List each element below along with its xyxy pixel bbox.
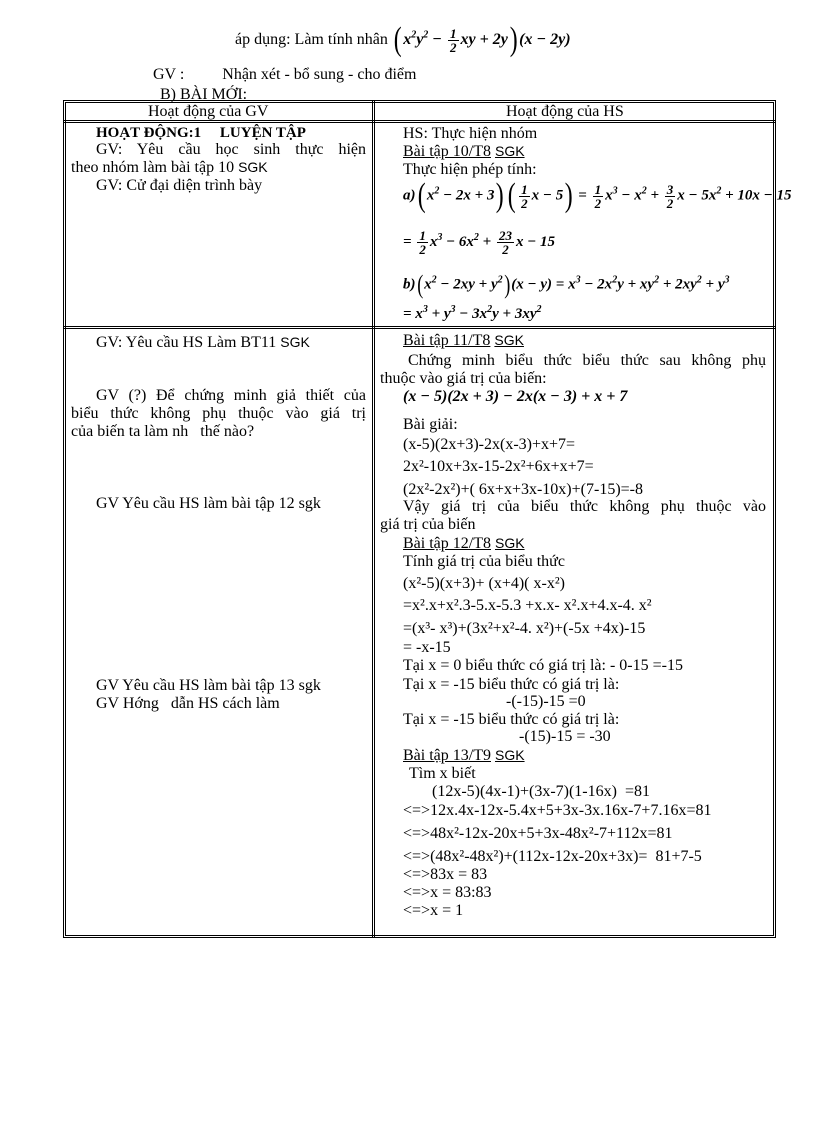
gv-req11: GV: Yêu cầu HS Làm BT11 SGK (96, 334, 310, 351)
ex11-concl1: Vậy giá trị của biểu thức không phụ thuộc vào (403, 498, 766, 515)
gv-request-line2: theo nhóm làm bài tập 10 SGK (71, 159, 268, 176)
ex10b-result: = $x^3 + y^3 - 3x^2y + 3xy^2$ (403, 304, 542, 322)
ex11-line1: Chứng minh biểu thức biểu thức sau không phụ (408, 352, 766, 369)
gv-question-line1: GV (?) Để chứng minh giả thiết của (96, 387, 366, 404)
row-divider (63, 326, 776, 329)
ex11-solution-label: Bài giải: (403, 416, 458, 433)
ex13-title: Bài tập 13/T9 SGK (403, 747, 525, 764)
gv-req13: GV Yêu cầu HS làm bài tập 13 sgk (96, 677, 321, 694)
ex12-e9: -(15)-15 = -30 (519, 728, 611, 745)
gv-question-line3: của biến ta làm nh thế nào? (71, 423, 255, 440)
ex13-e3: <=>12x.4x-12x-5.4x+5+3x-3x.16x-7+7.16x=81 (403, 802, 712, 819)
ex12-title: Bài tập 12/T8 SGK (403, 535, 525, 552)
ex11-sol1: (x-5)(2x+3)-2x(x-3)+x+7= (403, 436, 576, 453)
ex10a-result: = $\frac{1}{2}$ $x^3 - 6x^2$ + $\frac{23}{2}$ x − 15 (403, 228, 556, 257)
ex11-sol3: (2x²-2x²)+( 6x+x+3x-10x)+(7-15)=-8 (403, 481, 643, 498)
column-divider (372, 100, 375, 938)
gv-question-line2: biểu thức không phụ thuộc vào giá trị (71, 405, 366, 422)
ex12-e5: Tại x = 0 biểu thức có giá trị là: - 0-15 =-15 (403, 657, 683, 674)
ex13-e1: Tìm x biết (409, 765, 476, 782)
ex11-title: Bài tập 11/T8 SGK (403, 332, 524, 349)
ex12-e7: -(-15)-15 =0 (506, 693, 586, 710)
gv-guide: GV Hớng dẫn HS cách làm (96, 695, 280, 712)
ex12-e4: = -x-15 (403, 639, 451, 656)
gv-request-line1: GV: Yêu cầu học sinh thực hiện (96, 141, 366, 158)
ex13-e6: <=>83x = 83 (403, 866, 488, 883)
hs-group: HS: Thực hiện nhóm (403, 125, 538, 142)
header-hs: Hoạt động của HS (506, 103, 624, 120)
ex11-concl2: giá trị của biến (380, 516, 476, 533)
gv-present: GV: Cử đại diện trình bày (96, 177, 263, 194)
gv-req12: GV Yêu cầu HS làm bài tập 12 sgk (96, 495, 321, 512)
gv-comment: GV : Nhận xét - bổ sung - cho điểm (153, 66, 417, 83)
ex10a-formula: a)( $x^2 - 2x + 3$)( $\frac{1}{2}$ x − 5) = $\frac{1}{2}$ $x^3 - x^2$ + $\frac{3}{2}$ $x - 5x^2 + 10x - 15$ (403, 177, 792, 214)
ex11-sol2: 2x²-10x+3x-15-2x²+6x+x+7= (403, 458, 594, 475)
ex13-e7: <=>x = 83:83 (403, 884, 492, 901)
ex13-e2: (12x-5)(4x-1)+(3x-7)(1-16x) =81 (432, 783, 650, 800)
ex10b-formula: $b)(x^2 - 2xy + y^2)(x - y) = x^3 - 2x^2y + xy^2 + 2xy^2 + y^3$ (403, 270, 730, 299)
ex10-instruction: Thực hiện phép tính: (403, 161, 537, 178)
ex10-title: Bài tập 10/T8 SGK (403, 143, 525, 160)
apply-line (235, 21, 571, 58)
ex12-e2: =x².x+x².3-5.x-5.3 +x.x- x².x+4.x-4. x² (403, 597, 652, 614)
ex11-line2: thuộc vào giá trị của biến: (380, 370, 547, 387)
ex12-e6: Tại x = -15 biểu thức có giá trị là: (403, 676, 620, 693)
header-gv: Hoạt động của GV (148, 103, 269, 120)
ex12-e1: (x²-5)(x+3)+ (x+4)( x-x²) (403, 575, 565, 592)
ex13-e4: <=>48x²-12x-20x+5+3x-48x²-7+112x=81 (403, 825, 673, 842)
section-title: B) BÀI MỚI: (160, 86, 248, 103)
activity-title: HOẠT ĐỘNG:1 LUYỆN TẬP (96, 125, 306, 141)
ex12-e8: Tại x = -15 biểu thức có giá trị là: (403, 711, 620, 728)
ex13-e5: <=>(48x²-48x²)+(112x-12x-20x+3x)= 81+7-5 (403, 848, 702, 865)
ex11-expression: (x − 5)(2x + 3) − 2x(x − 3) + x + 7 (403, 388, 628, 405)
formula-product: ( $x^2y^2$ − $\frac{1}{2}$ xy + 2y) (x − 2y) (393, 21, 571, 58)
ex12-line1: Tính giá trị của biểu thức (403, 553, 565, 570)
ex13-e8: <=>x = 1 (403, 902, 464, 919)
apply-text: áp dụng: Làm tính nhân (235, 31, 388, 48)
ex12-e3: =(x³- x³)+(3x²+x²-4. x²)+(-5x +4x)-15 (403, 620, 646, 637)
